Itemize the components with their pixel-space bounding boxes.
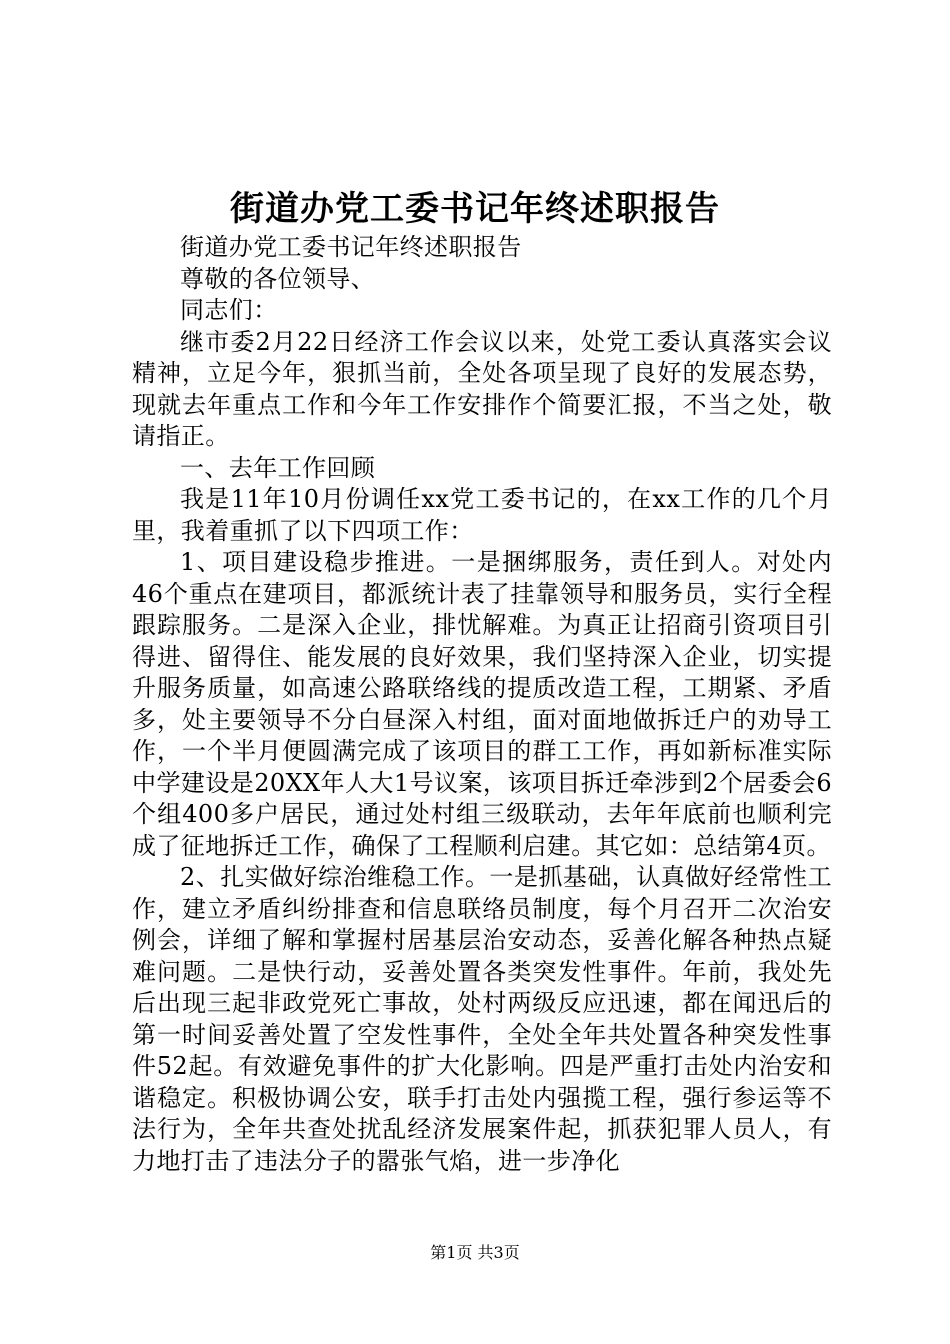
document-body xyxy=(132,232,832,1177)
body-paragraph-intro: 继市委2月22日经济工作会议以来，处党工委认真落实会议精神，立足今年，狠抓当前，全处各项呈现了良好的发展态势，现就去年重点工作和今年工作安排作个简要汇报，不当之处，敬请指正。 xyxy=(132,327,832,450)
body-paragraph-item-1: 1、项目建设稳步推进。一是捆绑服务，责任到人。对处内46个重点在建项目，都派统计表了挂靠领导和服务员，实行全程跟踪服务。二是深入企业，排忧解难。为真正让招商引资项目引得进、留得住、能发展的良好效果，我们坚持深入企业，切实提升服务质量，如高速公路联络线的提质改造工程，工期紧、矛盾多，处主要领导不分白昼深入村组，面对面地做拆迁户的劝导工作，一个半月便圆满完成了该项目的群工工作，再如新标准实际中学建设是20XX年人大1号议案，该项目拆迁牵涉到2个居委会6个组400多户居民，通过处村组三级联动，去年年底前也顺利完成了征地拆迁工作，确保了工程顺利启建。其它如：总结第4页。 xyxy=(132,548,832,860)
page-footer: 第1页 共3页 xyxy=(430,1243,520,1262)
section-heading-review: 一、去年工作回顾 xyxy=(180,453,376,482)
body-paragraph-heading-repeat: 街道办党工委书记年终述职报告 xyxy=(180,233,522,261)
document-title: 街道办党工委书记年终述职报告 xyxy=(230,189,720,229)
body-paragraph-item-2: 2、扎实做好综治维稳工作。一是抓基础，认真做好经常性工作，建立矛盾纠纷排查和信息联络员制度，每个月召开二次治安例会，详细了解和掌握村居基层治安动态，妥善化解各种热点疑难问题。二是快行动，妥善处置各类突发性事件。年前，我处先后出现三起非政党死亡事故，处村两级反应迅速，都在闻迅后的第一时间妥善处置了空发性事件，全处全年共处置各种突发性事件52起。有效避免事件的扩大化影响。四是严重打击处内治安和谐稳定。积极协调公安，联手打击处内强揽工程，强行参运等不法行为，全年共查处扰乱经济发展案件起，抓获犯罪人员人，有力地打击了违法分子的嚣张气焰，进一步净化 xyxy=(132,863,832,1175)
body-paragraph-salutation: 尊敬的各位领导、 xyxy=(180,264,376,293)
body-paragraph-salutation-2: 同志们： xyxy=(180,296,278,324)
body-paragraph-background: 我是11年10月份调任xx党工委书记的，在xx工作的几个月里，我着重抓了以下四项工作： xyxy=(132,485,832,545)
